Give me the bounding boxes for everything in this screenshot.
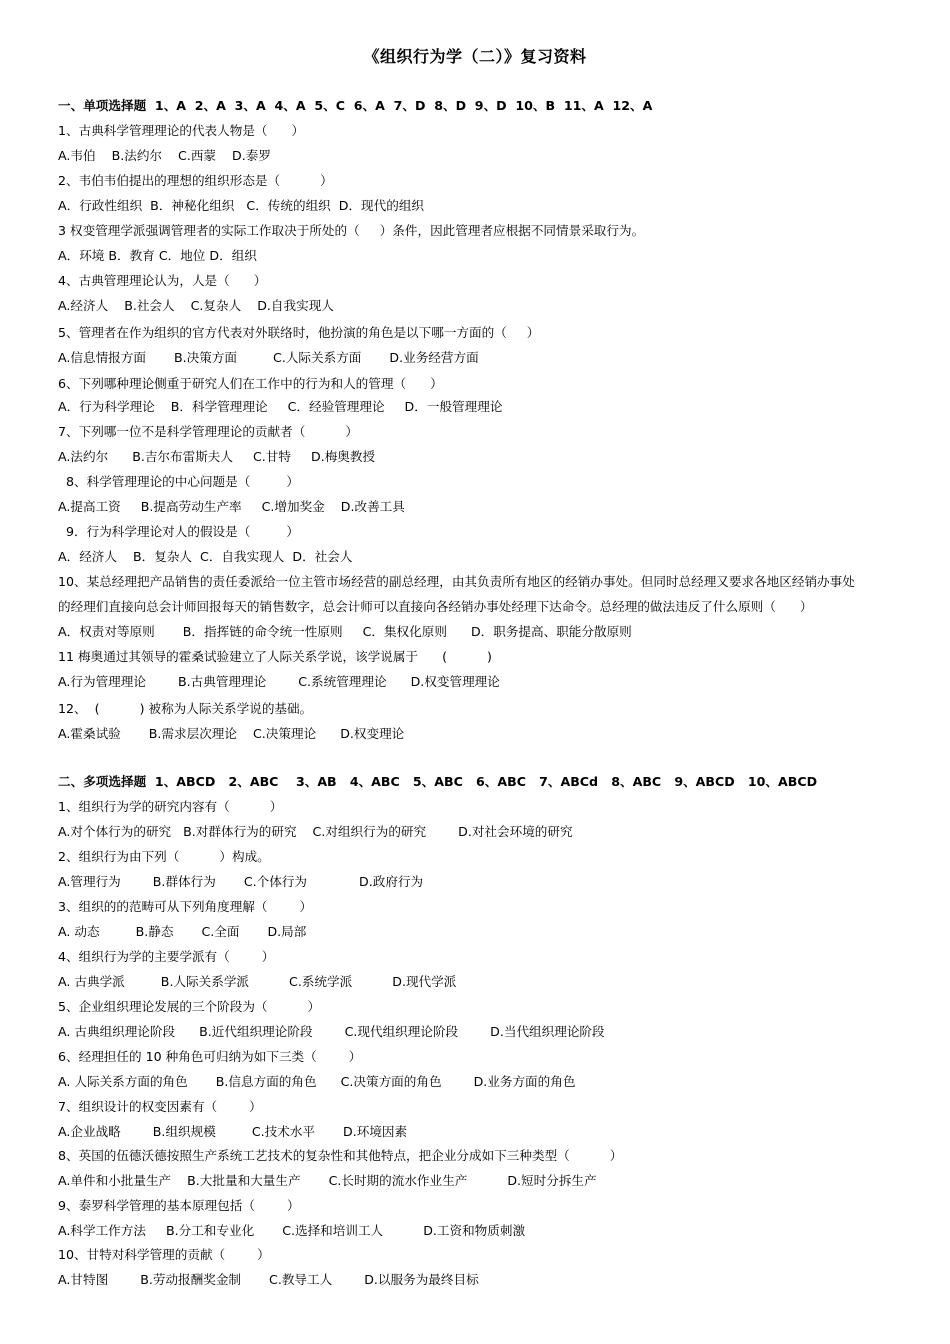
- s1-line-18: 10、某总经理把产品销售的责任委派给一位主管市场经营的副总经理，由其负责所有地区的经销办事处。但同时总经理又要求各地区经销办事处: [58, 574, 855, 589]
- section2-header: 二、多项选择题 1、ABCD 2、ABC 3、AB 4、ABC 5、ABC 6、ABC 7、ABCd 8、ABC 9、ABCD 10、ABCD: [58, 774, 818, 789]
- s2-line-9: A. 古典组织理论阶段 B.近代组织理论阶段 C.现代组织理论阶段 D.当代组织理论阶段: [58, 1024, 605, 1039]
- s1-line-9: A.信息情报方面 B.决策方面 C.人际关系方面 D.业务经营方面: [58, 350, 479, 365]
- s1-line-16: 9．行为科学理论对人的假设是（ ）: [58, 524, 299, 539]
- s1-line-13: A.法约尔 B.吉尔布雷斯夫人 C.甘特 D.梅奥教授: [58, 449, 376, 464]
- s2-line-12: 7、组织设计的权变因素有（ ）: [58, 1099, 262, 1114]
- s2-line-2: 2、组织行为由下列（ ）构成。: [58, 849, 270, 864]
- s1-line-15: A.提高工资 B.提高劳动生产率 C.增加奖金 D.改善工具: [58, 499, 405, 514]
- s2-line-15: A.单件和小批量生产 B.大批量和大量生产 C.长时期的流水作业生产 D.短时分拆生产: [58, 1173, 597, 1188]
- s2-line-6: 4、组织行为学的主要学派有（ ）: [58, 949, 275, 964]
- s2-line-14: 8、英国的伍德沃德按照生产系统工艺技术的复杂性和其他特点，把企业分成如下三种类型（ ）: [58, 1148, 623, 1163]
- s2-line-4: 3、组织的的范畴可从下列角度理解（ ）: [58, 899, 313, 914]
- s1-line-6: 4、古典管理理论认为，人是（ ）: [58, 273, 267, 288]
- s1-line-4: 3 权变管理学派强调管理者的实际工作取决于所处的（ ）条件，因此管理者应根据不同情景采取行为。: [58, 223, 645, 238]
- s1-line-22: A.行为管理理论 B.古典管理理论 C.系统管理理论 D.权变管理理论: [58, 674, 500, 689]
- s2-line-11: A. 人际关系方面的角色 B.信息方面的角色 C.决策方面的角色 D.业务方面的角色: [58, 1074, 576, 1089]
- s1-line-12: 7、下列哪一位不是科学管理理论的贡献者（ ）: [58, 424, 358, 439]
- s1-line-20: A．权责对等原则 B．指挥链的命令统一性原则 C．集权化原则 D．职务提高、职能分散原则: [58, 624, 632, 639]
- s1-line-10: 6、下列哪种理论侧重于研究人们在工作中的行为和人的管理（ ）: [58, 376, 443, 391]
- section1-header: 一、单项选择题 1、A 2、A 3、A 4、A 5、C 6、A 7、D 8、D 9、D 10、B 11、A 12、A: [58, 98, 653, 113]
- s2-line-5: A. 动态 B.静态 C.全面 D.局部: [58, 924, 307, 939]
- s1-line-3: A．行政性组织 B．神秘化组织 C．传统的组织 D．现代的组织: [58, 198, 425, 213]
- s1-line-5: A．环境 B．教育 C．地位 D．组织: [58, 248, 257, 263]
- s2-line-8: 5、企业组织理论发展的三个阶段为（ ）: [58, 999, 321, 1014]
- s2-line-18: 10、甘特对科学管理的贡献（ ）: [58, 1247, 270, 1262]
- s1-line-14: 8、科学管理理论的中心问题是（ ）: [58, 474, 299, 489]
- s1-line-19: 的经理们直接向总会计师回报每天的销售数字，总会计师可以直接向各经销办事处经理下达命令。总经理的做法违反了什么原则（ ）: [58, 599, 813, 614]
- s1-line-0: 1、古典科学管理理论的代表人物是（ ）: [58, 123, 305, 138]
- page-title: 《组织行为学（二）》复习资料: [363, 47, 587, 66]
- s1-line-24: A.霍桑试验 B.需求层次理论 C.决策理论 D.权变理论: [58, 726, 405, 741]
- s2-line-17: A.科学工作方法 B.分工和专业化 C.选择和培训工人 D.工资和物质刺激: [58, 1223, 526, 1238]
- s2-line-10: 6、经理担任的 10 种角色可归纳为如下三类（ ）: [58, 1049, 362, 1064]
- s2-line-1: A.对个体行为的研究 B.对群体行为的研究 C.对组织行为的研究 D.对社会环境的研究: [58, 824, 573, 839]
- s1-line-11: A．行为科学理论 B．科学管理理论 C．经验管理理论 D．一般管理理论: [58, 399, 503, 414]
- s2-line-19: A.甘特图 B.劳动报酬奖金制 C.教导工人 D.以服务为最终目标: [58, 1272, 479, 1287]
- s1-line-1: A.韦伯 B.法约尔 C.西蒙 D.泰罗: [58, 148, 271, 163]
- s2-line-13: A.企业战略 B.组织规模 C.技术水平 D.环境因素: [58, 1124, 408, 1139]
- s1-line-7: A.经济人 B.社会人 C.复杂人 D.自我实现人: [58, 298, 334, 313]
- s2-line-16: 9、泰罗科学管理的基本原理包括（ ）: [58, 1198, 300, 1213]
- s2-line-7: A. 古典学派 B.人际关系学派 C.系统学派 D.现代学派: [58, 974, 457, 989]
- s1-line-17: A．经济人 B．复杂人 C．自我实现人 D．社会人: [58, 549, 353, 564]
- s1-line-8: 5、管理者在作为组织的官方代表对外联络时，他扮演的角色是以下哪一方面的（ ）: [58, 325, 540, 340]
- s1-line-23: 12、 ( ) 被称为人际关系学说的基础。: [58, 701, 313, 716]
- s2-line-0: 1、组织行为学的研究内容有（ ）: [58, 799, 283, 814]
- s1-line-2: 2、韦伯韦伯提出的理想的组织形态是（ ）: [58, 173, 333, 188]
- s2-line-3: A.管理行为 B.群体行为 C.个体行为 D.政府行为: [58, 874, 424, 889]
- s1-line-21: 11 梅奥通过其领导的霍桑试验建立了人际关系学说，该学说属于 ( ): [58, 649, 492, 664]
